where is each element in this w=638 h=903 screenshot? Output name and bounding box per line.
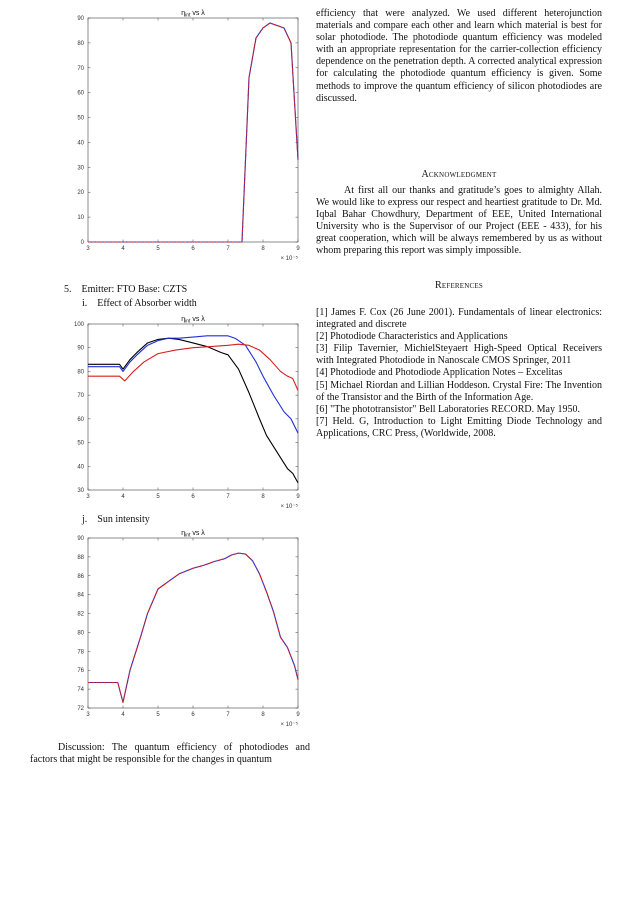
- y-tick-label: 72: [77, 706, 84, 712]
- chart-title: [181, 316, 205, 325]
- y-tick-label: 80: [77, 630, 84, 637]
- y-tick-label: 76: [77, 668, 84, 675]
- acknowledgment-text: At first all our thanks and gratitude’s goes to almighty Allah. We would like to express our respect and heartiest gratitude to Dr. Md. Iqbal Bahar Chowdhury, Department of EEE, United International University who is the Supervisor of our Project (EEE - 433), for his great cooperation, which will be always remembered by us as without whom preparing this report was simply impossible.: [316, 185, 602, 257]
- intro-paragraph: efficiency that were analyzed. We used different heterojunction materials and compare each other and learn which material is best for solar photodiode. The photodiode quantum efficiency was modeled with an appropriate representation for the carrier-collection efficiency dependence on the penetration depth. A corrected analytical expression for calculating the photodiode quantum efficiency is given. Some methods to improve the quantum efficiency of silicon photodiodes are discussed.: [316, 8, 602, 104]
- x-tick-label: 9: [296, 712, 300, 718]
- series-line-0: [88, 553, 298, 702]
- series-line-1: [88, 23, 298, 242]
- x-tick-label: 3: [86, 246, 90, 252]
- x-exponent-label: × 10⁻⁵: [280, 722, 298, 728]
- reference-item: [6] "The phototransistor" Bell Laboratories RECORD. May 1950.: [316, 403, 580, 415]
- plot-area-frame: [88, 324, 298, 490]
- x-tick-label: 4: [121, 712, 125, 718]
- y-tick-label: 10: [77, 215, 84, 222]
- x-tick-label: 6: [191, 494, 195, 500]
- y-tick-label: 30: [77, 488, 84, 494]
- y-tick-label: 90: [77, 536, 84, 542]
- series-line-1: [88, 553, 298, 702]
- series-line-0: [88, 338, 298, 483]
- y-tick-label: 84: [77, 592, 84, 599]
- y-tick-label: 60: [77, 416, 84, 423]
- plot-area-frame: [88, 538, 298, 708]
- chart-title-rest: vs λ: [190, 10, 205, 17]
- reference-item: [1] James F. Cox (26 June 2001). Fundamentals of linear electronics: integrated and discrete: [316, 307, 602, 331]
- x-exponent-label: × 10⁻⁵: [280, 256, 298, 262]
- y-tick-label: 80: [77, 40, 84, 47]
- y-tick-label: 50: [77, 440, 84, 447]
- references-list: [316, 307, 602, 440]
- chart-title-sub: int: [185, 532, 191, 539]
- x-tick-label: 7: [226, 246, 230, 252]
- y-tick-label: 70: [77, 393, 84, 400]
- y-tick-label: 80: [77, 369, 84, 376]
- reference-item: [4] Photodiode and Photodiode Application Notes – Excelitas: [316, 367, 563, 379]
- section-label-absorber-width: i. Effect of Absorber width: [82, 298, 197, 309]
- y-tick-label: 100: [73, 322, 84, 328]
- chart-title-eta: η: [181, 10, 186, 17]
- x-tick-label: 7: [226, 494, 230, 500]
- acknowledgment-heading: Acknowledgment: [421, 169, 497, 180]
- reference-item: [3] Filip Tavernier, MichielSteyaert High-Speed Optical Receivers with Integrated Photodiode in Nanoscale CMOS Springer, 2011: [316, 343, 602, 367]
- x-exponent-label: × 10⁻⁵: [280, 504, 298, 510]
- figure-1: [34, 4, 310, 270]
- y-tick-label: 40: [77, 140, 84, 147]
- x-tick-label: 6: [191, 246, 195, 252]
- y-tick-label: 88: [77, 554, 84, 561]
- chart-efficiency-sun: [34, 524, 310, 734]
- discussion-text: Discussion: The quantum efficiency of photodiodes and factors that might be responsible for the changes in quantum: [30, 742, 310, 766]
- x-tick-label: 5: [156, 712, 160, 718]
- chart-title-sub: int: [185, 318, 191, 325]
- reference-item: [7] Held. G, Introduction to Light Emitting Diode Technology and Applications, CRC Press, (Worldwide, 2008.: [316, 415, 602, 439]
- y-tick-label: 74: [77, 687, 84, 694]
- chart-title-eta: η: [181, 530, 186, 537]
- references-heading: References: [435, 280, 483, 291]
- y-tick-label: 0: [80, 240, 84, 246]
- x-tick-label: 5: [156, 246, 160, 252]
- y-tick-label: 90: [77, 16, 84, 22]
- left-column: [30, 0, 310, 903]
- figure-2: [34, 310, 310, 520]
- series-line-0: [88, 23, 298, 242]
- figure-3: [34, 524, 310, 734]
- y-tick-label: 90: [77, 345, 84, 352]
- y-tick-label: 78: [77, 649, 84, 656]
- chart-title-rest: vs λ: [190, 530, 205, 537]
- chart-efficiency-1: [34, 4, 310, 270]
- x-tick-label: 8: [261, 712, 265, 718]
- x-tick-label: 9: [296, 494, 300, 500]
- x-tick-label: 4: [121, 246, 125, 252]
- y-tick-label: 82: [77, 611, 84, 618]
- reference-item: [5] Michael Riordan and Lillian Hoddeson. Crystal Fire: The Invention of the Transistor and the Birth of the Information Age.: [316, 379, 602, 403]
- reference-item: [2] Photodiode Characteristics and Applications: [316, 331, 508, 343]
- section-label-sun-intensity: j. Sun intensity: [82, 514, 150, 525]
- x-tick-label: 4: [121, 494, 125, 500]
- chart-title-rest: vs λ: [190, 316, 205, 323]
- x-tick-label: 9: [296, 246, 300, 252]
- x-tick-label: 6: [191, 712, 195, 718]
- y-tick-label: 30: [77, 165, 84, 172]
- x-tick-label: 3: [86, 494, 90, 500]
- series-line-1: [88, 336, 298, 433]
- x-tick-label: 5: [156, 494, 160, 500]
- x-tick-label: 7: [226, 712, 230, 718]
- y-tick-label: 40: [77, 464, 84, 471]
- chart-efficiency-absorber: [34, 310, 310, 520]
- y-tick-label: 50: [77, 115, 84, 122]
- x-tick-label: 8: [261, 246, 265, 252]
- chart-title-eta: η: [181, 316, 186, 323]
- plot-area-frame: [88, 18, 298, 242]
- chart-title: [181, 10, 205, 19]
- y-tick-label: 60: [77, 90, 84, 97]
- chart-title: [181, 530, 205, 539]
- section-label-emitter: 5. Emitter: FTO Base: CZTS: [64, 284, 188, 295]
- x-tick-label: 3: [86, 712, 90, 718]
- y-tick-label: 20: [77, 190, 84, 197]
- x-tick-label: 8: [261, 494, 265, 500]
- y-tick-label: 86: [77, 573, 84, 580]
- chart-title-sub: int: [185, 12, 191, 19]
- y-tick-label: 70: [77, 65, 84, 72]
